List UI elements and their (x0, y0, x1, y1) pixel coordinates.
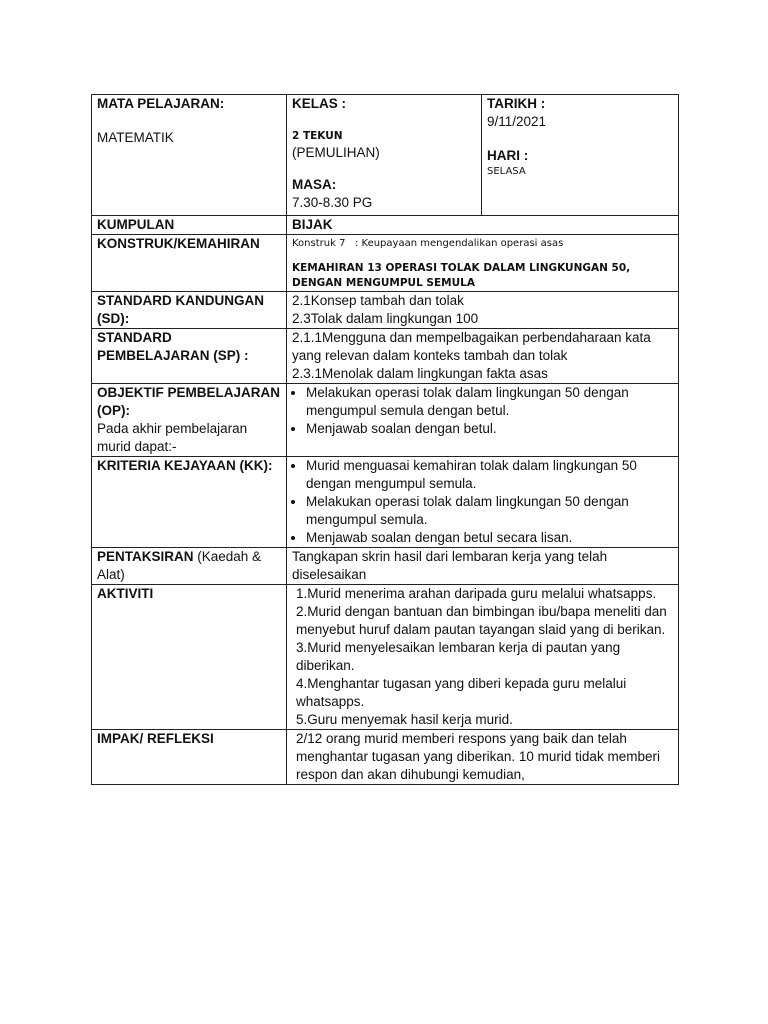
kk-label: KRITERIA KEJAYAAN (KK): (92, 457, 287, 548)
tarikh-label: TARIKH : (487, 96, 546, 111)
header-row (92, 95, 679, 216)
sp-item: 2.1.1Mengguna dan mempelbagaikan perbendaharaan kata yang relevan dalam konteks tambah dan tolak (292, 330, 651, 363)
sp-item: 2.3.1Menolak dalam lingkungan fakta asas (292, 366, 548, 381)
aktiviti-item: 4.Menghantar tugasan yang diberi kepada guru melalui whatsapps. (296, 676, 627, 709)
konstruk-cell (287, 235, 679, 292)
aktiviti-item: 2.Murid dengan bantuan dan bimbingan ibu/bapa meneliti dan menyebut huruf dalam pautan tayangan slaid yang di berikan. (296, 604, 667, 637)
kk-item: • Murid menguasai kemahiran tolak dalam lingkungan 50 dengan mengumpul semula. (306, 457, 673, 493)
lesson-plan-table (91, 94, 679, 785)
kumpulan-row (92, 216, 679, 235)
hari-label: HARI : (487, 148, 529, 163)
kk-cell (287, 457, 679, 548)
op-label-cell (92, 384, 287, 457)
masa-value: 7.30-8.30 PG (292, 195, 373, 210)
aktiviti-label: AKTIVITI (92, 585, 287, 730)
pentaksiran-row (92, 548, 679, 585)
konstruk-row (92, 235, 679, 292)
sd-cell (287, 292, 679, 329)
pentaksiran-value: Tangkapan skrin hasil dari lembaran kerja yang telah diselesaikan (287, 548, 679, 585)
kk-item: • Menjawab soalan dengan betul secara lisan. (306, 529, 673, 547)
pentaksiran-label-cell (92, 548, 287, 585)
sd-item: 2.1Konsep tambah dan tolak (292, 293, 464, 308)
sd-label: STANDARD KANDUNGAN (SD): (92, 292, 287, 329)
mata-pelajaran-label: MATA PELAJARAN: (97, 96, 225, 111)
sd-row (92, 292, 679, 329)
pentaksiran-label-suffix: (Kaedah & Alat) (97, 549, 262, 582)
kelas-value-1: 2 TEKUN (292, 130, 343, 142)
konstruk-line-1: Konstruk 7 : Keupayaan mengendalikan operasi asas (292, 238, 564, 249)
sp-label: STANDARD PEMBELAJARAN (SP) : (92, 329, 287, 384)
tarikh-value: 9/11/2021 (487, 114, 547, 129)
konstruk-line-3: DENGAN MENGUMPUL SEMULA (292, 277, 475, 289)
impak-value: 2/12 orang murid memberi respons yang baik dan telah menghantar tugasan yang diberikan. 10 murid tidak memberi respon dan akan dihubungi kemudian, (287, 730, 679, 785)
impak-row (92, 730, 679, 785)
aktiviti-item: 3.Murid menyelesaikan lembaran kerja di pautan yang diberikan. (296, 640, 621, 673)
kumpulan-value: BIJAK (287, 216, 679, 235)
op-item: • Melakukan operasi tolak dalam lingkungan 50 dengan mengumpul semula dengan betul. (306, 384, 673, 420)
aktiviti-row (92, 585, 679, 730)
masa-label: MASA: (292, 177, 337, 192)
op-row (92, 384, 679, 457)
op-sublabel: Pada akhir pembelajaran murid dapat:- (97, 421, 248, 454)
pentaksiran-label: PENTAKSIRAN (97, 549, 194, 564)
op-label: OBJEKTIF PEMBELAJARAN (OP): (97, 385, 281, 418)
impak-label: IMPAK/ REFLEKSI (92, 730, 287, 785)
mata-pelajaran-value: MATEMATIK (97, 130, 174, 145)
kelas-cell (287, 95, 482, 216)
mata-pelajaran-cell (92, 95, 287, 216)
hari-value: SELASA (487, 166, 526, 177)
kelas-label: KELAS : (292, 96, 346, 111)
sp-cell (287, 329, 679, 384)
konstruk-line-2: KEMAHIRAN 13 OPERASI TOLAK DALAM LINGKUNGAN 50, (292, 262, 631, 274)
op-cell (287, 384, 679, 457)
aktiviti-item: 1.Murid menerima arahan daripada guru melalui whatsapps. (296, 586, 657, 601)
kk-item: • Melakukan operasi tolak dalam lingkungan 50 dengan mengumpul semula. (306, 493, 673, 529)
sd-item: 2.3Tolak dalam lingkungan 100 (292, 311, 479, 326)
sp-row (92, 329, 679, 384)
aktiviti-cell (287, 585, 679, 730)
op-item: • Menjawab soalan dengan betul. (306, 420, 673, 438)
kelas-value-2: (PEMULIHAN) (292, 145, 380, 160)
aktiviti-item: 5.Guru menyemak hasil kerja murid. (296, 712, 513, 727)
kk-row (92, 457, 679, 548)
kumpulan-label: KUMPULAN (92, 216, 287, 235)
konstruk-label: KONSTRUK/KEMAHIRAN (92, 235, 287, 292)
tarikh-cell (482, 95, 679, 216)
